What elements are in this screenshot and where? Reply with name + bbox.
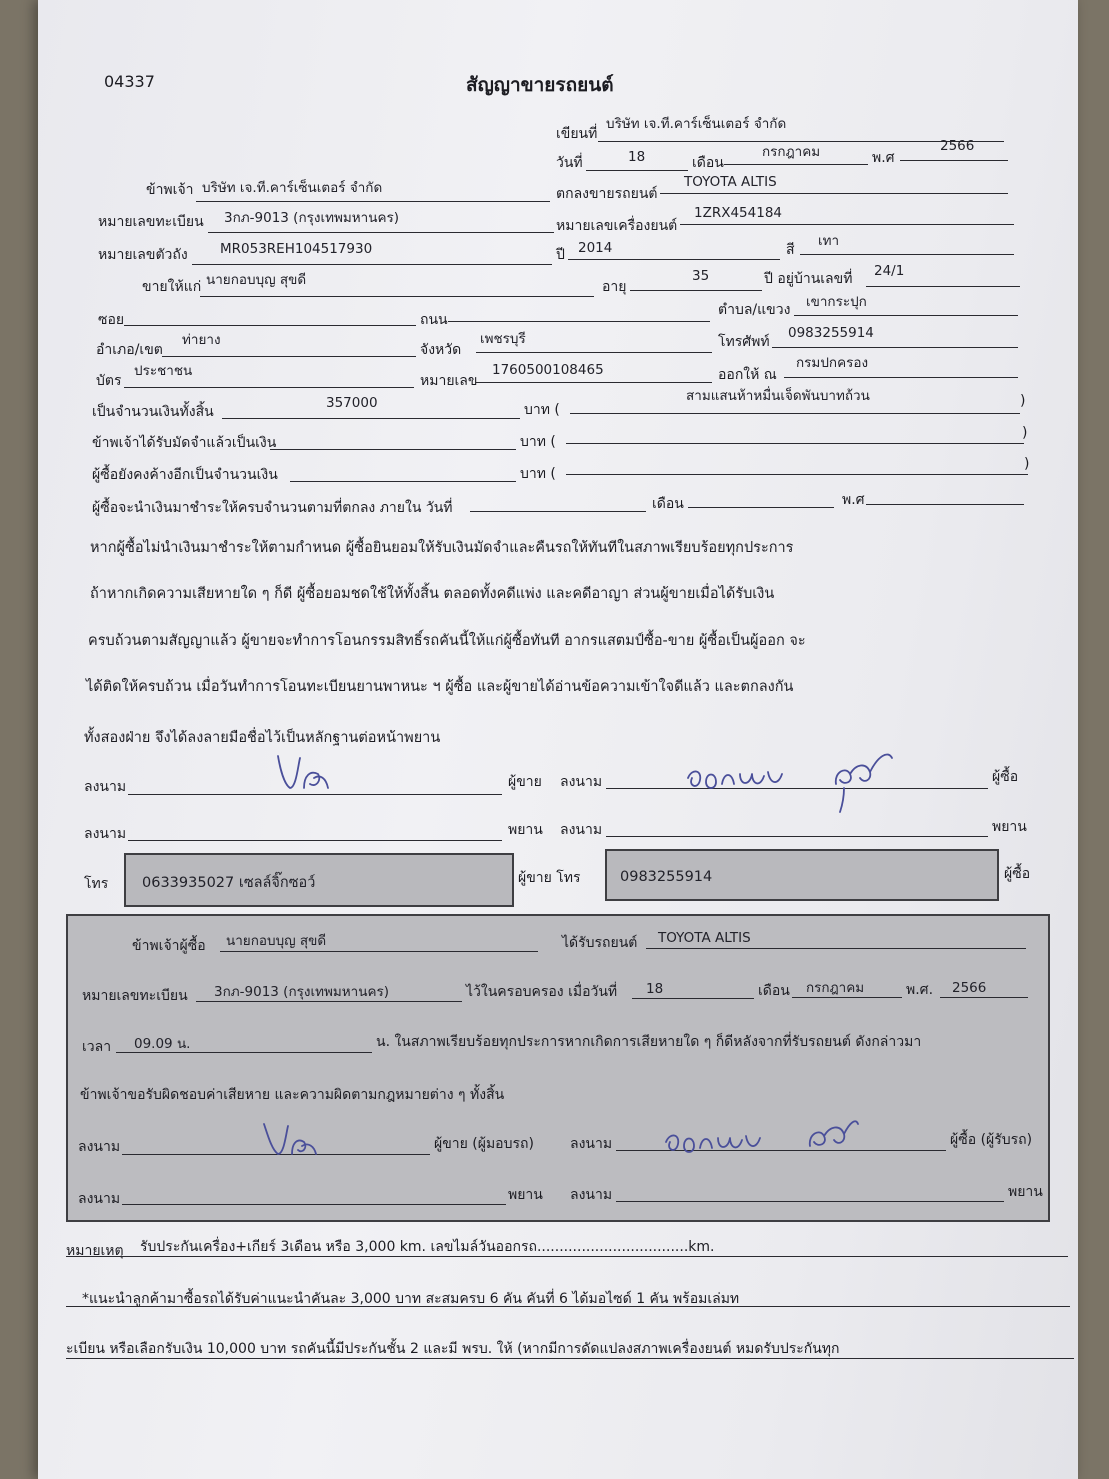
- receipt-seller-role: ผู้ขาย (ผู้มอบรถ): [434, 1136, 534, 1152]
- deposit-close-paren: ): [1022, 425, 1028, 441]
- road-label: ถนน: [420, 312, 448, 328]
- engine-value[interactable]: 1ZRX454184: [694, 205, 783, 221]
- card-type-line: [124, 387, 414, 388]
- receipt-witness1-line: [122, 1204, 506, 1205]
- deposit-words-line: [566, 443, 1024, 444]
- buyer-role-label: ผู้ซื้อ: [992, 769, 1019, 785]
- received-car-label: ได้รับรถยนต์: [562, 935, 638, 951]
- written-at-value[interactable]: บริษัท เจ.ที.คาร์เซ็นเตอร์ จำกัด: [606, 116, 787, 132]
- phone-line: [772, 347, 1018, 348]
- receipt-year-line: [940, 997, 1028, 998]
- receipt-day-value[interactable]: 18: [646, 981, 664, 997]
- house-line: [866, 286, 1020, 287]
- receipt-year-label: พ.ศ.: [906, 982, 934, 998]
- year-value[interactable]: 2566: [940, 138, 975, 154]
- subdistrict-label: ตำบล/แขวง: [718, 302, 791, 318]
- pay-within-label: ผู้ซื้อจะนำเงินมาชำระให้ครบจำนวนตามที่ตกลง ภายใน วันที่: [92, 500, 453, 516]
- age-line: [630, 290, 762, 291]
- card-label: บัตร: [96, 373, 122, 389]
- car-year-value[interactable]: 2014: [578, 240, 613, 256]
- province-value[interactable]: เพชรบุรี: [480, 331, 526, 347]
- registration-line: [208, 232, 554, 233]
- receipt-buyer-value[interactable]: นายกอบบุญ สุขดี: [226, 933, 327, 949]
- color-value[interactable]: เทา: [818, 233, 840, 249]
- buyer-phone-value[interactable]: 0983255914: [620, 869, 713, 885]
- date-label: วันที่: [556, 155, 583, 171]
- notes-line-2: [66, 1306, 1070, 1307]
- receipt-buyer-signature-image: [662, 1112, 862, 1164]
- receipt-time-label: เวลา: [82, 1039, 112, 1055]
- pay-day-line: [470, 511, 646, 512]
- receipt-day-line: [632, 998, 754, 999]
- issued-value[interactable]: กรมปกครอง: [796, 355, 869, 371]
- receipt-reg-value[interactable]: 3กภ-9013 (กรุงเทพมหานคร): [214, 984, 390, 1000]
- house-value[interactable]: 24/1: [874, 263, 905, 279]
- receipt-month-value[interactable]: กรกฎาคม: [806, 980, 865, 996]
- phone-label: โทรศัพท์: [718, 334, 770, 350]
- receipt-condition-text: น. ในสภาพเรียบร้อยทุกประการหากเกิดการเสียหายใด ๆ ก็ดีหลังจากที่รับรถยนต์ ดังกล่าวมา: [376, 1034, 922, 1050]
- issued-line: [784, 377, 1018, 378]
- seller-line: [196, 201, 550, 202]
- receipt-buyer-role: ผู้ซื้อ (ผู้รับรถ): [950, 1132, 1033, 1148]
- remaining-close-paren: ): [1024, 456, 1030, 472]
- receipt-seller-sign-label: ลงนาม: [78, 1139, 121, 1155]
- pay-year-label: พ.ศ: [842, 492, 865, 508]
- card-type-value[interactable]: ประชาชน: [134, 363, 193, 379]
- total-close-paren: ): [1020, 393, 1026, 409]
- witness2-sign-label: ลงนาม: [560, 822, 603, 838]
- issued-label: ออกให้ ณ: [718, 367, 777, 383]
- deposit-label: ข้าพเจ้าได้รับมัดจำแล้วเป็นเงิน: [92, 435, 277, 451]
- witness1-role-label: พยาน: [508, 822, 543, 838]
- remaining-words-line: [566, 474, 1028, 475]
- receipt-month-label: เดือน: [758, 983, 790, 999]
- receipt-witness2-role: พยาน: [1008, 1184, 1043, 1200]
- receipt-time-value[interactable]: 09.09 น.: [134, 1036, 191, 1052]
- soi-label: ซอย: [98, 312, 125, 328]
- terms-line-3: ครบถ้วนตามสัญญาแล้ว ผู้ขายจะทำการโอนกรรมสิทธิ์รถคันนี้ให้แก่ผู้ซื้อทันที อากรแสตมป์ซื้อ-ขาย ผู้ซื้อเป็นผู้ออก จะ: [88, 633, 806, 649]
- receipt-reg-label: หมายเลขทะเบียน: [82, 988, 188, 1004]
- age-label: อายุ: [602, 279, 627, 295]
- receipt-reg-line: [196, 1001, 462, 1002]
- year-label: พ.ศ: [872, 150, 895, 166]
- deposit-baht-label: บาท (: [520, 434, 556, 450]
- receipt-year-value[interactable]: 2566: [952, 980, 987, 996]
- total-label: เป็นจำนวนเงินทั้งสิ้น: [92, 404, 214, 420]
- receipt-time-line: [116, 1052, 372, 1053]
- witness2-role-label: พยาน: [992, 819, 1027, 835]
- receipt-responsibility-text: ข้าพเจ้าขอรับผิดชอบค่าเสียหาย และความผิดตามกฎหมายต่าง ๆ ทั้งสิ้น: [80, 1087, 505, 1103]
- seller-role-label: ผู้ขาย: [508, 774, 542, 790]
- received-car-value[interactable]: TOYOTA ALTIS: [658, 930, 751, 946]
- chassis-line: [192, 264, 552, 265]
- road-line: [448, 321, 710, 322]
- day-line: [586, 170, 688, 171]
- amount-line: [222, 418, 520, 419]
- remaining-baht-label: บาท (: [520, 466, 556, 482]
- remaining-line: [290, 481, 516, 482]
- terms-line-4: ได้ติดให้ครบถ้วน เมื่อวันทำการโอนทะเบียนยานพาหนะ ฯ ผู้ซื้อ และผู้ขายได้อ่านข้อความเข้าใจดีแล้ว และตกลงกัน: [86, 679, 794, 695]
- agree-sell-label: ตกลงขายรถยนต์: [556, 186, 658, 202]
- year-line: [900, 160, 1008, 161]
- province-label: จังหวัด: [420, 342, 462, 358]
- car-year-label: ปี: [556, 247, 565, 263]
- subdistrict-value[interactable]: เขากระปุก: [806, 294, 867, 310]
- month-line: [724, 164, 868, 165]
- receipt-seller-signature-image: [260, 1118, 324, 1162]
- pay-month-line: [688, 507, 834, 508]
- province-line: [476, 352, 712, 353]
- amount-words-line: [570, 413, 1020, 414]
- buyer-signature-image: [684, 744, 904, 814]
- deposit-line: [270, 449, 516, 450]
- possession-label: ไว้ในครอบครอง เมื่อวันที่: [466, 984, 618, 1000]
- seller-phone-value[interactable]: 0633935027 เซลล์จิ๊กซอว์: [142, 875, 316, 891]
- amount-words-value[interactable]: สามแสนห้าหมื่นเจ็ดพันบาทถ้วน: [686, 388, 870, 404]
- i-label: ข้าพเจ้า: [146, 182, 194, 198]
- car-model-line: [660, 193, 1008, 194]
- received-car-line: [646, 948, 1026, 949]
- notes-warranty: รับประกันเครื่อง+เกียร์ 3เดือน หรือ 3,000 km. เลขไมล์วันออกรถ..................................km.: [140, 1239, 715, 1255]
- buyer-value[interactable]: นายกอบบุญ สุขดี: [206, 272, 307, 288]
- subdistrict-line: [794, 315, 1018, 316]
- notes-referral-1: *แนะนำลูกค้ามาซื้อรถได้รับค่าแนะนำคันละ 3,000 บาท สะสมครบ 6 คัน คันที่ 6 ได้มอไซด์ 1 คัน พร้อมเล่มท: [82, 1291, 740, 1307]
- age-value[interactable]: 35: [692, 268, 710, 284]
- pay-year-line: [866, 504, 1024, 505]
- written-at-label: เขียนที่: [556, 126, 598, 142]
- terms-line-5: ทั้งสองฝ่าย จึงได้ลงลายมือชื่อไว้เป็นหลักฐานต่อหน้าพยาน: [84, 730, 441, 746]
- total-baht-label: บาท (: [524, 402, 560, 418]
- buyer-line: [200, 296, 594, 297]
- seller-tel-label: ผู้ขาย โทร: [518, 870, 581, 886]
- engine-label: หมายเลขเครื่องยนต์: [556, 218, 678, 234]
- seller-signature-image: [270, 748, 340, 796]
- card-number-line: [476, 382, 712, 383]
- remaining-label: ผู้ซื้อยังคงค้างอีกเป็นจำนวนเงิน: [92, 467, 278, 483]
- vehicle-receipt-box: [66, 914, 1050, 1222]
- district-label: อำเภอ/เขต: [96, 342, 163, 358]
- notes-line-1: [66, 1256, 1068, 1257]
- notes-referral-2: ะเบียน หรือเลือกรับเงิน 10,000 บาท รถคันนี้มีประกันชั้น 2 และมี พรบ. ให้ (หากมีการดัดแปลงสภาพเครื่องยนต์ หมดรับประกันทุก: [66, 1341, 840, 1357]
- color-label: สี: [786, 242, 795, 258]
- registration-value[interactable]: 3กภ-9013 (กรุงเทพมหานคร): [224, 210, 400, 226]
- tel-label: โทร: [84, 876, 109, 892]
- chassis-value[interactable]: MR053REH104517930: [220, 241, 373, 257]
- day-value[interactable]: 18: [628, 149, 646, 165]
- terms-line-2: ถ้าหากเกิดความเสียหายใด ๆ ก็ดี ผู้ซื้อยอมชดใช้ให้ทั้งสิ้น ตลอดทั้งคดีแพ่ง และคดีอาญา ส่วนผู้ขายเมื่อได้รับเงิน: [90, 586, 775, 602]
- receipt-buyer-line: [220, 951, 538, 952]
- month-label: เดือน: [692, 155, 724, 171]
- engine-line: [680, 224, 1014, 225]
- receipt-buyer-sign-label: ลงนาม: [570, 1136, 613, 1152]
- card-number-value[interactable]: 1760500108465: [492, 362, 604, 378]
- receipt-witness2-line: [616, 1201, 1004, 1202]
- sell-to-label: ขายให้แก่: [142, 279, 202, 295]
- receipt-witness2-label: ลงนาม: [570, 1187, 613, 1203]
- registration-label: หมายเลขทะเบียน: [98, 214, 204, 230]
- card-number-label: หมายเลข: [420, 373, 478, 389]
- pay-month-label: เดือน: [652, 496, 684, 512]
- buyer-sign-label: ลงนาม: [560, 774, 603, 790]
- witness1-sign-label: ลงนาม: [84, 826, 127, 842]
- soi-line: [124, 325, 416, 326]
- receipt-witness1-label: ลงนาม: [78, 1191, 121, 1207]
- district-value[interactable]: ท่ายาง: [182, 332, 221, 348]
- car-model-value[interactable]: TOYOTA ALTIS: [684, 174, 777, 190]
- color-line: [800, 254, 1014, 255]
- district-line: [162, 356, 416, 357]
- witness2-sign-line: [606, 836, 988, 837]
- document-title: สัญญาขายรถยนต์: [466, 74, 614, 96]
- amount-value[interactable]: 357000: [326, 395, 378, 411]
- car-year-line: [568, 259, 780, 260]
- phone-value[interactable]: 0983255914: [788, 325, 874, 341]
- document-number: 04337: [104, 72, 155, 91]
- witness1-sign-line: [128, 840, 502, 841]
- buyer-phone-role: ผู้ซื้อ: [1004, 866, 1031, 882]
- chassis-label: หมายเลขตัวถัง: [98, 247, 188, 263]
- receipt-month-line: [792, 997, 902, 998]
- month-value[interactable]: กรกฎาคม: [762, 144, 821, 160]
- seller-value[interactable]: บริษัท เจ.ที.คาร์เซ็นเตอร์ จำกัด: [202, 180, 383, 196]
- notes-label: หมายเหตุ: [66, 1243, 124, 1259]
- seller-sign-label: ลงนาม: [84, 779, 127, 795]
- house-label: ปี อยู่บ้านเลขที่: [764, 271, 853, 287]
- terms-line-1: หากผู้ซื้อไม่นำเงินมาชำระให้ตามกำหนด ผู้ซื้อยินยอมให้รับเงินมัดจำและคืนรถให้ทันทีในสภาพเรียบร้อยทุกประการ: [90, 540, 794, 556]
- receipt-witness1-role: พยาน: [508, 1187, 543, 1203]
- receipt-buyer-label: ข้าพเจ้าผู้ซื้อ: [132, 938, 206, 954]
- notes-line-3: [66, 1358, 1074, 1359]
